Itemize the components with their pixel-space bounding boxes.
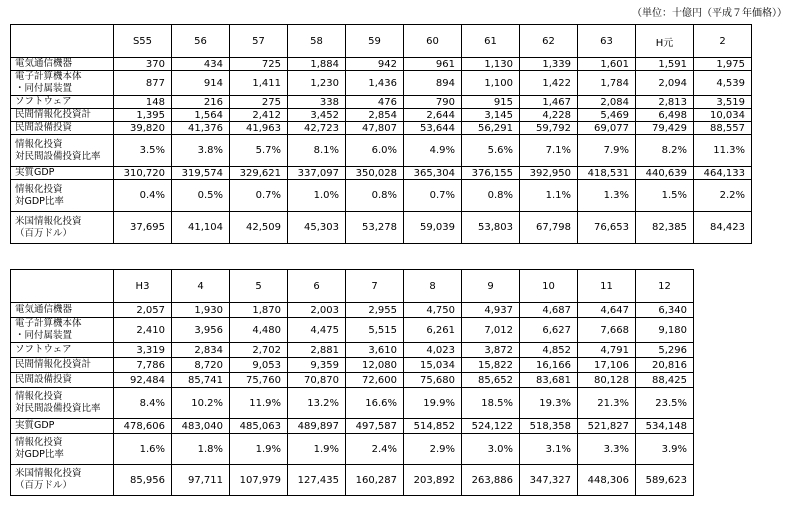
- data-cell: 497,587: [346, 419, 404, 434]
- table-row: [11, 465, 694, 496]
- statistics-table-2: [10, 269, 694, 496]
- table-row: [11, 109, 752, 122]
- data-cell: 53,278: [346, 212, 404, 244]
- data-cell: 2,057: [114, 303, 172, 318]
- data-cell: 534,148: [636, 419, 694, 434]
- data-cell: 83,681: [520, 373, 578, 388]
- year-header: 7: [346, 270, 404, 303]
- data-cell: 15,822: [462, 358, 520, 373]
- data-cell: 4,750: [404, 303, 462, 318]
- data-cell: 59,039: [404, 212, 462, 244]
- data-cell: 489,897: [288, 419, 346, 434]
- data-cell: 1,467: [520, 96, 578, 109]
- data-cell: 2,003: [288, 303, 346, 318]
- data-cell: 9,180: [636, 318, 694, 343]
- data-cell: 418,531: [578, 167, 636, 180]
- year-header: 57: [230, 25, 288, 58]
- data-cell: 524,122: [462, 419, 520, 434]
- data-cell: 0.7%: [404, 180, 462, 212]
- data-cell: 7,668: [578, 318, 636, 343]
- data-cell: 1,339: [520, 58, 578, 71]
- data-cell: 3.3%: [578, 434, 636, 465]
- data-cell: 275: [230, 96, 288, 109]
- year-header: H3: [114, 270, 172, 303]
- data-cell: 18.5%: [462, 388, 520, 419]
- row-label: 米国情報化投資 （百万ドル）: [11, 465, 114, 496]
- data-cell: 7,786: [114, 358, 172, 373]
- year-header: 58: [288, 25, 346, 58]
- data-cell: 365,304: [404, 167, 462, 180]
- table-row: [11, 71, 752, 96]
- data-cell: 7,012: [462, 318, 520, 343]
- data-cell: 7.1%: [520, 135, 578, 167]
- data-cell: 20,816: [636, 358, 694, 373]
- data-cell: 42,509: [230, 212, 288, 244]
- data-cell: 7.9%: [578, 135, 636, 167]
- table-row: [11, 96, 752, 109]
- data-cell: 485,063: [230, 419, 288, 434]
- data-cell: 1,411: [230, 71, 288, 96]
- data-cell: 2,412: [230, 109, 288, 122]
- row-label: 実質GDP: [11, 167, 114, 180]
- data-cell: 75,760: [230, 373, 288, 388]
- data-cell: 914: [172, 71, 230, 96]
- data-cell: 894: [404, 71, 462, 96]
- data-cell: 4,480: [230, 318, 288, 343]
- data-cell: 2.9%: [404, 434, 462, 465]
- data-cell: 16.6%: [346, 388, 404, 419]
- table-row: [11, 167, 752, 180]
- data-cell: 3.9%: [636, 434, 694, 465]
- data-cell: 1,100: [462, 71, 520, 96]
- data-cell: 1,591: [636, 58, 694, 71]
- data-cell: 1.1%: [520, 180, 578, 212]
- table-row: [11, 180, 752, 212]
- data-cell: 19.9%: [404, 388, 462, 419]
- data-cell: 589,623: [636, 465, 694, 496]
- data-cell: 79,429: [636, 122, 694, 135]
- year-header: 56: [172, 25, 230, 58]
- data-cell: 3,956: [172, 318, 230, 343]
- data-cell: 1,564: [172, 109, 230, 122]
- data-cell: 376,155: [462, 167, 520, 180]
- data-cell: 4,791: [578, 343, 636, 358]
- data-cell: 338: [288, 96, 346, 109]
- data-cell: 80,128: [578, 373, 636, 388]
- data-cell: 70,870: [288, 373, 346, 388]
- data-cell: 483,040: [172, 419, 230, 434]
- data-cell: 1.0%: [288, 180, 346, 212]
- data-cell: 107,979: [230, 465, 288, 496]
- data-cell: 56,291: [462, 122, 520, 135]
- data-cell: 6,627: [520, 318, 578, 343]
- data-cell: 392,950: [520, 167, 578, 180]
- data-cell: 11.9%: [230, 388, 288, 419]
- data-cell: 2,644: [404, 109, 462, 122]
- data-cell: 350,028: [346, 167, 404, 180]
- table-row: [11, 373, 694, 388]
- data-cell: 0.5%: [172, 180, 230, 212]
- data-cell: 6,261: [404, 318, 462, 343]
- row-label: 情報化投資 対GDP比率: [11, 434, 114, 465]
- data-cell: 6.0%: [346, 135, 404, 167]
- data-cell: 53,803: [462, 212, 520, 244]
- row-label: ソフトウェア: [11, 96, 114, 109]
- data-cell: 10,034: [694, 109, 752, 122]
- data-cell: 521,827: [578, 419, 636, 434]
- data-cell: 440,639: [636, 167, 694, 180]
- data-cell: 45,303: [288, 212, 346, 244]
- data-cell: 518,358: [520, 419, 578, 434]
- year-header: S55: [114, 25, 172, 58]
- data-cell: 1.8%: [172, 434, 230, 465]
- data-cell: 434: [172, 58, 230, 71]
- data-cell: 4,023: [404, 343, 462, 358]
- data-cell: 4.9%: [404, 135, 462, 167]
- year-header: 2: [694, 25, 752, 58]
- data-cell: 1,436: [346, 71, 404, 96]
- data-cell: 2.4%: [346, 434, 404, 465]
- year-header: H元: [636, 25, 694, 58]
- data-cell: 5,469: [578, 109, 636, 122]
- data-cell: 2,854: [346, 109, 404, 122]
- year-header: 12: [636, 270, 694, 303]
- row-label: 民間情報化投資計: [11, 358, 114, 373]
- data-cell: 203,892: [404, 465, 462, 496]
- data-cell: 1.5%: [636, 180, 694, 212]
- year-header: 6: [288, 270, 346, 303]
- data-cell: 3,872: [462, 343, 520, 358]
- row-label: 実質GDP: [11, 419, 114, 434]
- year-header: 5: [230, 270, 288, 303]
- data-cell: 15,034: [404, 358, 462, 373]
- data-cell: 9,053: [230, 358, 288, 373]
- data-cell: 1.9%: [288, 434, 346, 465]
- data-cell: 85,652: [462, 373, 520, 388]
- data-cell: 1,422: [520, 71, 578, 96]
- year-header: 9: [462, 270, 520, 303]
- data-cell: 942: [346, 58, 404, 71]
- year-header: 61: [462, 25, 520, 58]
- year-header: 63: [578, 25, 636, 58]
- table-row: [11, 318, 694, 343]
- data-cell: 0.8%: [462, 180, 520, 212]
- data-cell: 370: [114, 58, 172, 71]
- year-header: 59: [346, 25, 404, 58]
- row-label: 情報化投資 対民間設備投資比率: [11, 388, 114, 419]
- row-label: 電気通信機器: [11, 303, 114, 318]
- data-cell: 310,720: [114, 167, 172, 180]
- data-cell: 10.2%: [172, 388, 230, 419]
- table-row: [11, 212, 752, 244]
- data-cell: 514,852: [404, 419, 462, 434]
- data-cell: 464,133: [694, 167, 752, 180]
- year-header: 10: [520, 270, 578, 303]
- row-label: 電子計算機本体 ・同付属装置: [11, 71, 114, 96]
- data-cell: 263,886: [462, 465, 520, 496]
- data-cell: 127,435: [288, 465, 346, 496]
- data-cell: 6,498: [636, 109, 694, 122]
- data-cell: 11.3%: [694, 135, 752, 167]
- data-cell: 877: [114, 71, 172, 96]
- data-cell: 478,606: [114, 419, 172, 434]
- data-cell: 72,600: [346, 373, 404, 388]
- data-cell: 97,711: [172, 465, 230, 496]
- data-cell: 21.3%: [578, 388, 636, 419]
- data-cell: 2,410: [114, 318, 172, 343]
- data-cell: 2,084: [578, 96, 636, 109]
- data-cell: 8.2%: [636, 135, 694, 167]
- data-cell: 476: [346, 96, 404, 109]
- row-label: 電子計算機本体 ・同付属装置: [11, 318, 114, 343]
- data-cell: 3,145: [462, 109, 520, 122]
- data-cell: 1,130: [462, 58, 520, 71]
- data-cell: 1.3%: [578, 180, 636, 212]
- row-label: 米国情報化投資 （百万ドル）: [11, 212, 114, 244]
- header-row: [11, 270, 694, 303]
- row-label: 民間設備投資: [11, 373, 114, 388]
- table-row: [11, 122, 752, 135]
- data-cell: 3,610: [346, 343, 404, 358]
- data-cell: 4,539: [694, 71, 752, 96]
- data-cell: 4,228: [520, 109, 578, 122]
- data-cell: 12,080: [346, 358, 404, 373]
- data-cell: 337,097: [288, 167, 346, 180]
- data-cell: 88,425: [636, 373, 694, 388]
- year-header: 62: [520, 25, 578, 58]
- data-cell: 42,723: [288, 122, 346, 135]
- data-cell: 5.7%: [230, 135, 288, 167]
- data-cell: 59,792: [520, 122, 578, 135]
- table-row: [11, 303, 694, 318]
- data-cell: 915: [462, 96, 520, 109]
- data-cell: 8,720: [172, 358, 230, 373]
- row-label: 情報化投資 対民間設備投資比率: [11, 135, 114, 167]
- year-header: 4: [172, 270, 230, 303]
- data-cell: 725: [230, 58, 288, 71]
- data-cell: 3.5%: [114, 135, 172, 167]
- data-cell: 0.8%: [346, 180, 404, 212]
- data-cell: 6,340: [636, 303, 694, 318]
- data-cell: 448,306: [578, 465, 636, 496]
- table-row: [11, 343, 694, 358]
- data-cell: 82,385: [636, 212, 694, 244]
- table-row: [11, 419, 694, 434]
- statistics-table-1: [10, 24, 752, 244]
- data-cell: 2,702: [230, 343, 288, 358]
- table-row: [11, 358, 694, 373]
- data-cell: 9,359: [288, 358, 346, 373]
- data-cell: 53,644: [404, 122, 462, 135]
- year-header: 11: [578, 270, 636, 303]
- data-cell: 0.4%: [114, 180, 172, 212]
- data-cell: 39,820: [114, 122, 172, 135]
- data-cell: 1,784: [578, 71, 636, 96]
- data-cell: 4,647: [578, 303, 636, 318]
- data-cell: 5.6%: [462, 135, 520, 167]
- corner-cell: [11, 25, 114, 58]
- data-cell: 3.8%: [172, 135, 230, 167]
- unit-note: （単位：十億円（平成７年価格））: [632, 8, 787, 19]
- data-cell: 2,881: [288, 343, 346, 358]
- data-cell: 790: [404, 96, 462, 109]
- data-cell: 13.2%: [288, 388, 346, 419]
- data-cell: 1,230: [288, 71, 346, 96]
- data-cell: 1,930: [172, 303, 230, 318]
- data-cell: 3.0%: [462, 434, 520, 465]
- data-cell: 1,884: [288, 58, 346, 71]
- data-cell: 1.9%: [230, 434, 288, 465]
- data-cell: 88,557: [694, 122, 752, 135]
- data-cell: 41,963: [230, 122, 288, 135]
- data-cell: 1,601: [578, 58, 636, 71]
- year-header: 8: [404, 270, 462, 303]
- data-cell: 2,955: [346, 303, 404, 318]
- data-cell: 3,519: [694, 96, 752, 109]
- data-cell: 160,287: [346, 465, 404, 496]
- data-cell: 37,695: [114, 212, 172, 244]
- data-cell: 4,937: [462, 303, 520, 318]
- data-cell: 4,852: [520, 343, 578, 358]
- data-cell: 319,574: [172, 167, 230, 180]
- data-cell: 85,956: [114, 465, 172, 496]
- data-cell: 3,319: [114, 343, 172, 358]
- data-cell: 329,621: [230, 167, 288, 180]
- data-cell: 8.4%: [114, 388, 172, 419]
- data-cell: 17,106: [578, 358, 636, 373]
- data-cell: 47,807: [346, 122, 404, 135]
- data-cell: 16,166: [520, 358, 578, 373]
- data-cell: 41,376: [172, 122, 230, 135]
- data-cell: 19.3%: [520, 388, 578, 419]
- data-cell: 67,798: [520, 212, 578, 244]
- data-cell: 0.7%: [230, 180, 288, 212]
- corner-cell: [11, 270, 114, 303]
- data-cell: 69,077: [578, 122, 636, 135]
- data-cell: 92,484: [114, 373, 172, 388]
- row-label: 電気通信機器: [11, 58, 114, 71]
- data-cell: 1,395: [114, 109, 172, 122]
- data-cell: 216: [172, 96, 230, 109]
- data-cell: 2.2%: [694, 180, 752, 212]
- header-row: [11, 25, 752, 58]
- row-label: ソフトウェア: [11, 343, 114, 358]
- row-label: 情報化投資 対GDP比率: [11, 180, 114, 212]
- data-cell: 4,687: [520, 303, 578, 318]
- data-cell: 75,680: [404, 373, 462, 388]
- data-cell: 2,834: [172, 343, 230, 358]
- table-row: [11, 434, 694, 465]
- data-cell: 347,327: [520, 465, 578, 496]
- data-cell: 8.1%: [288, 135, 346, 167]
- data-cell: 3,452: [288, 109, 346, 122]
- data-cell: 1.6%: [114, 434, 172, 465]
- data-cell: 76,653: [578, 212, 636, 244]
- data-cell: 3.1%: [520, 434, 578, 465]
- data-cell: 1,975: [694, 58, 752, 71]
- table-row: [11, 135, 752, 167]
- data-cell: 148: [114, 96, 172, 109]
- year-header: 60: [404, 25, 462, 58]
- row-label: 民間設備投資: [11, 122, 114, 135]
- table-row: [11, 58, 752, 71]
- data-cell: 41,104: [172, 212, 230, 244]
- data-cell: 2,813: [636, 96, 694, 109]
- table-row: [11, 388, 694, 419]
- data-cell: 23.5%: [636, 388, 694, 419]
- data-cell: 2,094: [636, 71, 694, 96]
- data-cell: 85,741: [172, 373, 230, 388]
- data-cell: 5,296: [636, 343, 694, 358]
- data-cell: 4,475: [288, 318, 346, 343]
- data-cell: 961: [404, 58, 462, 71]
- row-label: 民間情報化投資計: [11, 109, 114, 122]
- data-cell: 1,870: [230, 303, 288, 318]
- data-cell: 5,515: [346, 318, 404, 343]
- data-cell: 84,423: [694, 212, 752, 244]
